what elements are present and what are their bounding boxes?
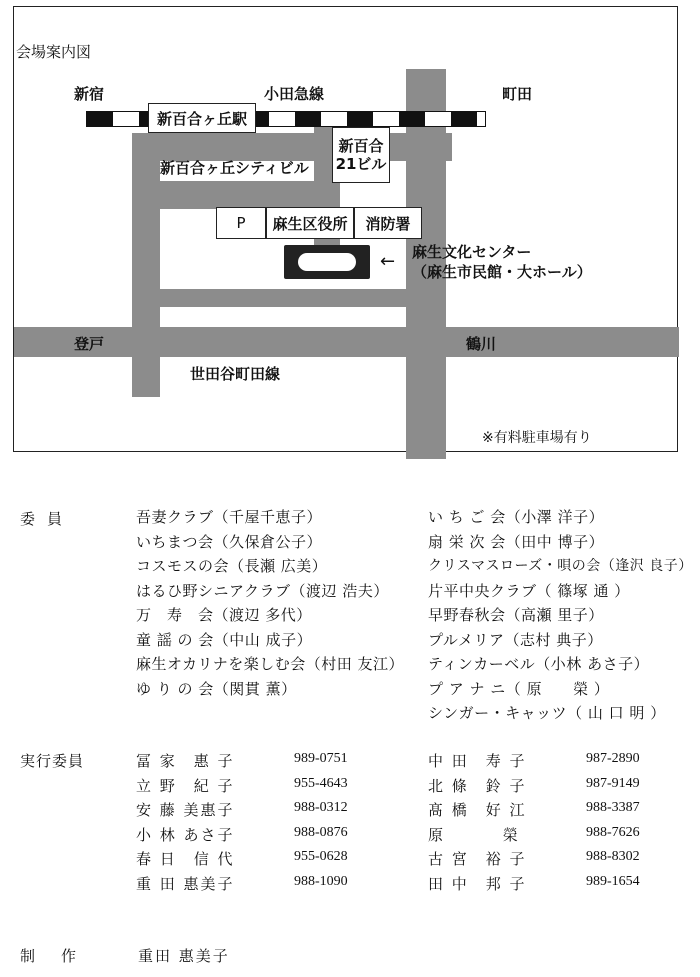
fire-station-box: 消防署 [354, 207, 422, 239]
member-name: 安 藤 美惠子 [136, 801, 235, 819]
road-middle [132, 181, 332, 209]
production-name: 重田 惠美子 [138, 947, 230, 965]
station-machida-label: 町田 [502, 85, 533, 103]
parking-note: ※有料駐車場有り [482, 430, 592, 446]
road-south-west [132, 357, 160, 397]
member-entry: 万 寿 会（渡辺 多代） [136, 606, 312, 624]
member-entry: 扇 栄 次 会（田中 博子） [428, 532, 605, 551]
shinyuri-21-building: 新百合 21ビル [332, 127, 390, 183]
odakyu-line-label: 小田急線 [264, 85, 325, 103]
phone-number: 987-2890 [586, 751, 640, 766]
member-entry: い ち ご 会（小澤 洋子） [428, 508, 605, 526]
member-entry: クリスマスローズ・唄の会（逢沢 良子） [428, 558, 693, 574]
venue-building [284, 245, 370, 279]
map-title: 会場案内図 [16, 43, 92, 61]
member-entry: いちまつ会（久保倉公子） [136, 532, 323, 551]
member-entry: はるひ野シニアクラブ（渡辺 浩夫） [136, 581, 389, 600]
railway-line [86, 111, 486, 127]
member-name: 北 條 鈴 子 [428, 776, 527, 795]
phone-number: 988-7626 [586, 824, 640, 840]
member-entry: ゆ り の 会（関貫 薫） [136, 679, 297, 698]
venue-map [13, 6, 678, 452]
phone-number: 955-0628 [294, 849, 348, 864]
member-name: 古 宮 裕 子 [428, 850, 527, 868]
member-name: 髙 橋 好 江 [428, 801, 527, 819]
road-south-1 [160, 289, 410, 307]
member-entry: 早野春秋会（高瀬 里子） [428, 606, 604, 624]
phone-number: 987-9149 [586, 775, 640, 791]
member-entry: 童 謡 の 会（中山 成子） [136, 630, 313, 649]
member-entry: プ ア ナ ニ（ 原 榮 ） [428, 679, 610, 698]
member-name: 春 日 信 代 [136, 850, 235, 868]
member-entry: 片平中央クラブ（ 篠塚 通 ） [428, 581, 630, 600]
committee-label: 委員 [20, 510, 75, 528]
venue-subname: （麻生市民館・大ホール） [412, 263, 592, 281]
member-entry: ティンカーベル（小林 あさ子） [428, 655, 650, 673]
member-name: 小 林 あさ子 [136, 825, 235, 844]
member-name: 原 榮 [428, 825, 520, 844]
phone-number: 988-0312 [294, 800, 348, 815]
route-name-label: 世田谷町田線 [190, 365, 281, 383]
station-box: 新百合ヶ丘駅 [148, 103, 256, 133]
member-entry: 麻生オカリナを楽しむ会（村田 友江） [136, 655, 405, 673]
phone-number: 988-8302 [586, 849, 640, 864]
member-name: 重 田 惠美子 [136, 874, 235, 893]
tsurukawa-label: 鶴川 [466, 335, 497, 353]
phone-number: 955-4643 [294, 775, 348, 791]
road-main-west [14, 327, 406, 357]
phone-number: 989-1654 [586, 873, 640, 889]
executive-label: 実行委員 [20, 752, 85, 770]
station-shinjuku-label: 新宿 [74, 85, 105, 103]
arrow-icon: ← [380, 251, 396, 272]
venue-name: 麻生文化センター [412, 243, 532, 261]
member-name: 田 中 邦 子 [428, 874, 527, 893]
phone-number: 988-0876 [294, 824, 348, 840]
member-name: 中 田 寿 子 [428, 752, 527, 770]
parking-box: P [216, 207, 266, 239]
city-building-label: 新百合ヶ丘シティビル [160, 159, 309, 177]
member-entry: プルメリア（志村 典子） [428, 630, 603, 649]
member-name: 冨 家 惠 子 [136, 752, 235, 770]
member-name: 立 野 紀 子 [136, 776, 235, 795]
ward-office-box: 麻生区役所 [266, 207, 354, 239]
phone-number: 988-3387 [586, 800, 640, 815]
phone-number: 988-1090 [294, 873, 348, 889]
noborito-label: 登戸 [74, 335, 105, 353]
production-label: 制作 [20, 947, 103, 965]
member-entry: シンガー・キャッツ（ 山 口 明 ） [428, 704, 666, 722]
member-entry: コスモスの会（長瀬 広美） [136, 557, 328, 575]
phone-number: 989-0751 [294, 751, 348, 766]
member-entry: 吾妻クラブ（千屋千恵子） [136, 508, 323, 526]
